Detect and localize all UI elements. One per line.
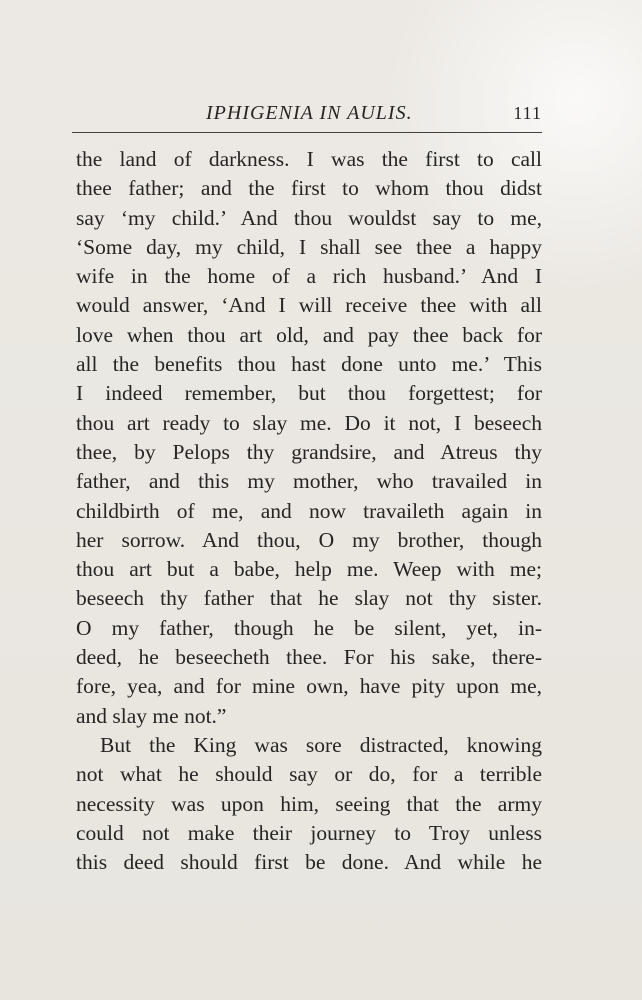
text-line: thou art ready to slay me. Do it not, I beseech — [76, 410, 542, 435]
text-line: O my father, though he be silent, yet, in- — [76, 615, 542, 640]
text-line: thou art but a babe, help me. Weep with me; — [76, 557, 542, 582]
text-line: fore, yea, and for mine own, have pity upon me, — [76, 674, 542, 699]
text-line: father, and this my mother, who travailed in — [76, 469, 542, 494]
text-line: beseech thy father that he slay not thy sister. — [76, 586, 542, 611]
text-line: not what he should say or do, for a terrible — [76, 762, 542, 787]
text-line: thee father; and the first to whom thou didst — [76, 176, 542, 201]
text-line: ‘Some day, my child, I shall see thee a happy — [76, 234, 542, 259]
page-number: 111 — [513, 103, 542, 123]
text-line: the land of darkness. I was the first to call — [76, 147, 542, 171]
text-line: love when thou art old, and pay thee back for — [76, 322, 542, 347]
text-line: necessity was upon him, seeing that the army — [76, 791, 542, 816]
body-text — [76, 145, 542, 877]
text-line: But the King was sore distracted, knowing — [100, 732, 542, 757]
text-line: all the benefits thou hast done unto me.’ This — [76, 352, 542, 377]
text-line: and slay me not.” — [76, 703, 227, 728]
text-line: could not make their journey to Troy unless — [76, 820, 542, 845]
text-line: say ‘my child.’ And thou wouldst say to me, — [76, 205, 542, 230]
text-line: her sorrow. And thou, O my brother, though — [76, 527, 542, 552]
header-rule — [72, 132, 542, 133]
text-line: this deed should first be done. And while he — [76, 850, 542, 875]
text-line: wife in the home of a rich husband.’ And I — [76, 264, 542, 289]
text-line: would answer, ‘And I will receive thee with all — [76, 293, 542, 318]
text-line: I indeed remember, but thou forgettest; for — [76, 381, 542, 406]
text-line: thee, by Pelops thy grandsire, and Atreus thy — [76, 439, 542, 464]
running-head: IPHIGENIA IN AULIS. — [206, 102, 413, 124]
text-line: deed, he beseecheth thee. For his sake, there- — [76, 645, 542, 670]
page-header — [72, 102, 542, 128]
text-line: childbirth of me, and now travaileth again in — [76, 498, 542, 523]
